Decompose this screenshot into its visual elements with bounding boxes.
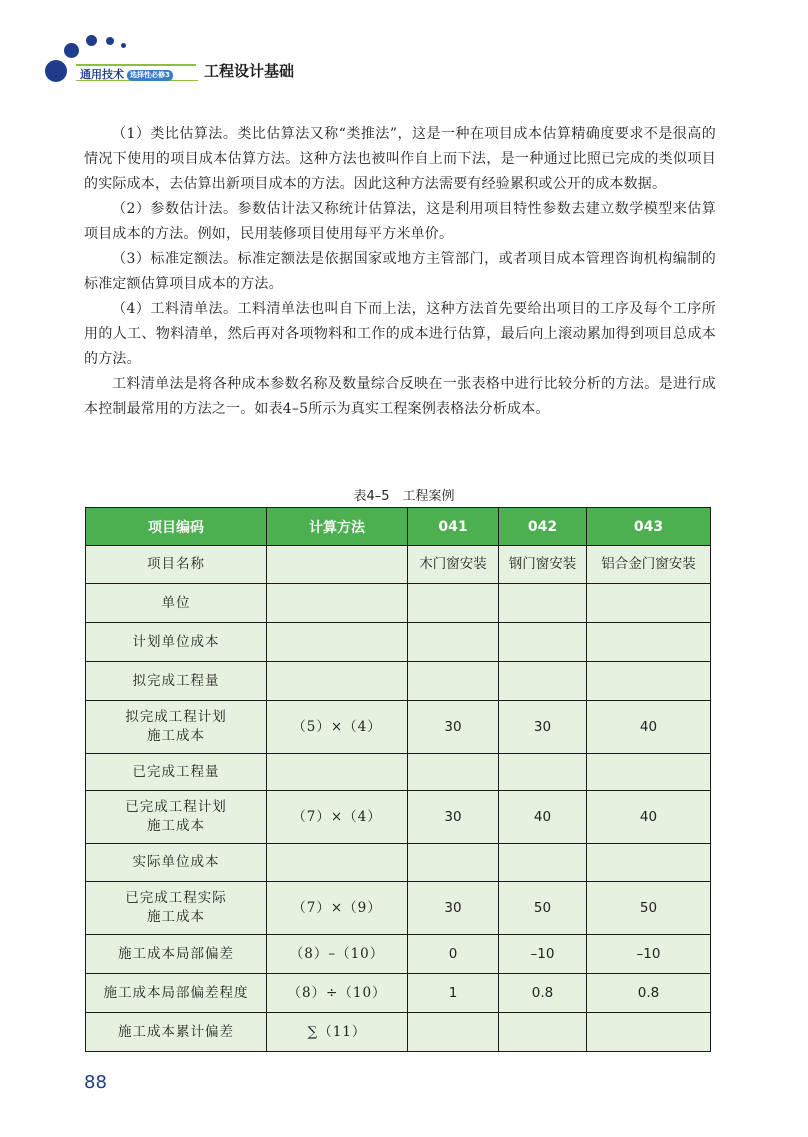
table-cell: 实际单位成本 xyxy=(86,844,267,882)
table-cell: 0.8 xyxy=(587,974,711,1013)
table-row xyxy=(86,662,711,701)
table-cell: 已完成工程计划 施工成本 xyxy=(86,791,267,844)
table-cell xyxy=(408,623,499,662)
table-cell: 钢门窗安装 xyxy=(499,546,587,584)
table-cell xyxy=(408,1013,499,1052)
table-cell: 30 xyxy=(408,791,499,844)
table-cell: 铝合金门窗安装 xyxy=(587,546,711,584)
header-cell: 项目编码 xyxy=(86,508,267,546)
table-row xyxy=(86,584,711,623)
table-row xyxy=(86,754,711,791)
table-header-row xyxy=(86,508,711,546)
table-cell: 40 xyxy=(587,701,711,754)
table-cell xyxy=(499,662,587,701)
table-cell xyxy=(267,754,408,791)
table-cell: –10 xyxy=(499,935,587,974)
decor-dot-small xyxy=(106,37,114,45)
header-cell: 043 xyxy=(587,508,711,546)
table-row xyxy=(86,882,711,935)
series-label: 通用技术 xyxy=(80,68,124,81)
table-cell xyxy=(587,662,711,701)
paragraph: （2）参数估计法。参数估计法又称统计估算法，这是利用项目特性参数去建立数学模型来估算项目成本的方法。例如，民用装修项目使用每平方米单价。 xyxy=(84,201,716,242)
table-row xyxy=(86,1013,711,1052)
table-cell: 0 xyxy=(408,935,499,974)
table-cell xyxy=(408,844,499,882)
table-cell: （5）×（4） xyxy=(267,701,408,754)
table-row xyxy=(86,701,711,754)
table-row xyxy=(86,844,711,882)
table-cell: 施工成本局部偏差程度 xyxy=(86,974,267,1013)
table-cell xyxy=(587,1013,711,1052)
paragraph: （3）标准定额法。标准定额法是依据国家或地方主管部门，或者项目成本管理咨询机构编制的标准定额估算项目成本的方法。 xyxy=(84,251,716,292)
table-cell: （8）–（10） xyxy=(267,935,408,974)
table-cell: （8）÷（10） xyxy=(267,974,408,1013)
series-subtitle-badge: 选择性必修3 xyxy=(127,70,173,81)
table-cell xyxy=(499,584,587,623)
header-cell: 计算方法 xyxy=(267,508,408,546)
table-cell xyxy=(499,844,587,882)
table-cell: 施工成本累计偏差 xyxy=(86,1013,267,1052)
table-cell: –10 xyxy=(587,935,711,974)
table-cell: 50 xyxy=(587,882,711,935)
table-cell: （7）×（9） xyxy=(267,882,408,935)
decor-dot-tiny xyxy=(121,43,126,48)
paragraph: （1）类比估算法。类比估算法又称“类推法”，这是一种在项目成本估算精确度要求不是很高的情况下使用的项目成本估算方法。这种方法也被叫作自上而下法，是一种通过比照已完成的类似项目的实际成本，去估算出新项目成本的方法。因此这种方法需要有经验累积或公开的成本数据。 xyxy=(84,126,716,192)
table-cell xyxy=(408,662,499,701)
table-cell: 40 xyxy=(499,791,587,844)
table-cell xyxy=(587,844,711,882)
table-cell xyxy=(587,623,711,662)
table-cell: ∑（11） xyxy=(267,1013,408,1052)
table-cell xyxy=(408,584,499,623)
book-title: 工程设计基础 xyxy=(204,62,295,80)
decor-dot-medium xyxy=(64,43,79,58)
table-cell xyxy=(267,844,408,882)
table-cell: 项目名称 xyxy=(86,546,267,584)
table-row xyxy=(86,623,711,662)
table-cell: 已完成工程实际 施工成本 xyxy=(86,882,267,935)
table-row xyxy=(86,935,711,974)
paragraph: 工料清单法是将各种成本参数名称及数量综合反映在一张表格中进行比较分析的方法。是进行成本控制最常用的方法之一。如表4–5所示为真实工程案例表格法分析成本。 xyxy=(84,376,716,417)
table-cell: 1 xyxy=(408,974,499,1013)
page-header xyxy=(0,0,808,90)
table-cell xyxy=(587,584,711,623)
table-cell xyxy=(408,754,499,791)
series-name xyxy=(80,66,173,82)
table-cell xyxy=(267,546,408,584)
paragraph: （4）工料清单法。工料清单法也叫自下而上法，这种方法首先要给出项目的工序及每个工序所用的人工、物料清单，然后再对各项物料和工作的成本进行估算，最后向上滚动累加得到项目总成本的方法。 xyxy=(84,301,716,367)
table-cell: 0.8 xyxy=(499,974,587,1013)
table-cell: 单位 xyxy=(86,584,267,623)
page-number: 88 xyxy=(84,1072,107,1093)
table-row xyxy=(86,974,711,1013)
table-cell: 40 xyxy=(587,791,711,844)
table-cell: 计划单位成本 xyxy=(86,623,267,662)
table-row xyxy=(86,546,711,584)
table-cell: 50 xyxy=(499,882,587,935)
table-cell xyxy=(499,754,587,791)
table-cell: 拟完成工程计划 施工成本 xyxy=(86,701,267,754)
table-cell: （7）×（4） xyxy=(267,791,408,844)
table-cell: 30 xyxy=(499,701,587,754)
table-cell: 拟完成工程量 xyxy=(86,662,267,701)
table-cell: 已完成工程量 xyxy=(86,754,267,791)
decor-dot-large xyxy=(45,60,67,82)
table-caption: 表4–5 工程案例 xyxy=(353,489,455,504)
project-case-table xyxy=(85,507,711,1052)
header-cell: 041 xyxy=(408,508,499,546)
table-cell: 木门窗安装 xyxy=(408,546,499,584)
table-cell xyxy=(587,754,711,791)
table-cell xyxy=(267,662,408,701)
table-row xyxy=(86,791,711,844)
table-cell xyxy=(499,1013,587,1052)
table-cell: 30 xyxy=(408,882,499,935)
body-text xyxy=(84,122,716,422)
table-cell: 30 xyxy=(408,701,499,754)
table-cell xyxy=(267,623,408,662)
header-cell: 042 xyxy=(499,508,587,546)
table-cell xyxy=(267,584,408,623)
table-cell xyxy=(499,623,587,662)
decor-dot-medium xyxy=(86,35,97,46)
table-cell: 施工成本局部偏差 xyxy=(86,935,267,974)
table-body xyxy=(86,546,711,1052)
